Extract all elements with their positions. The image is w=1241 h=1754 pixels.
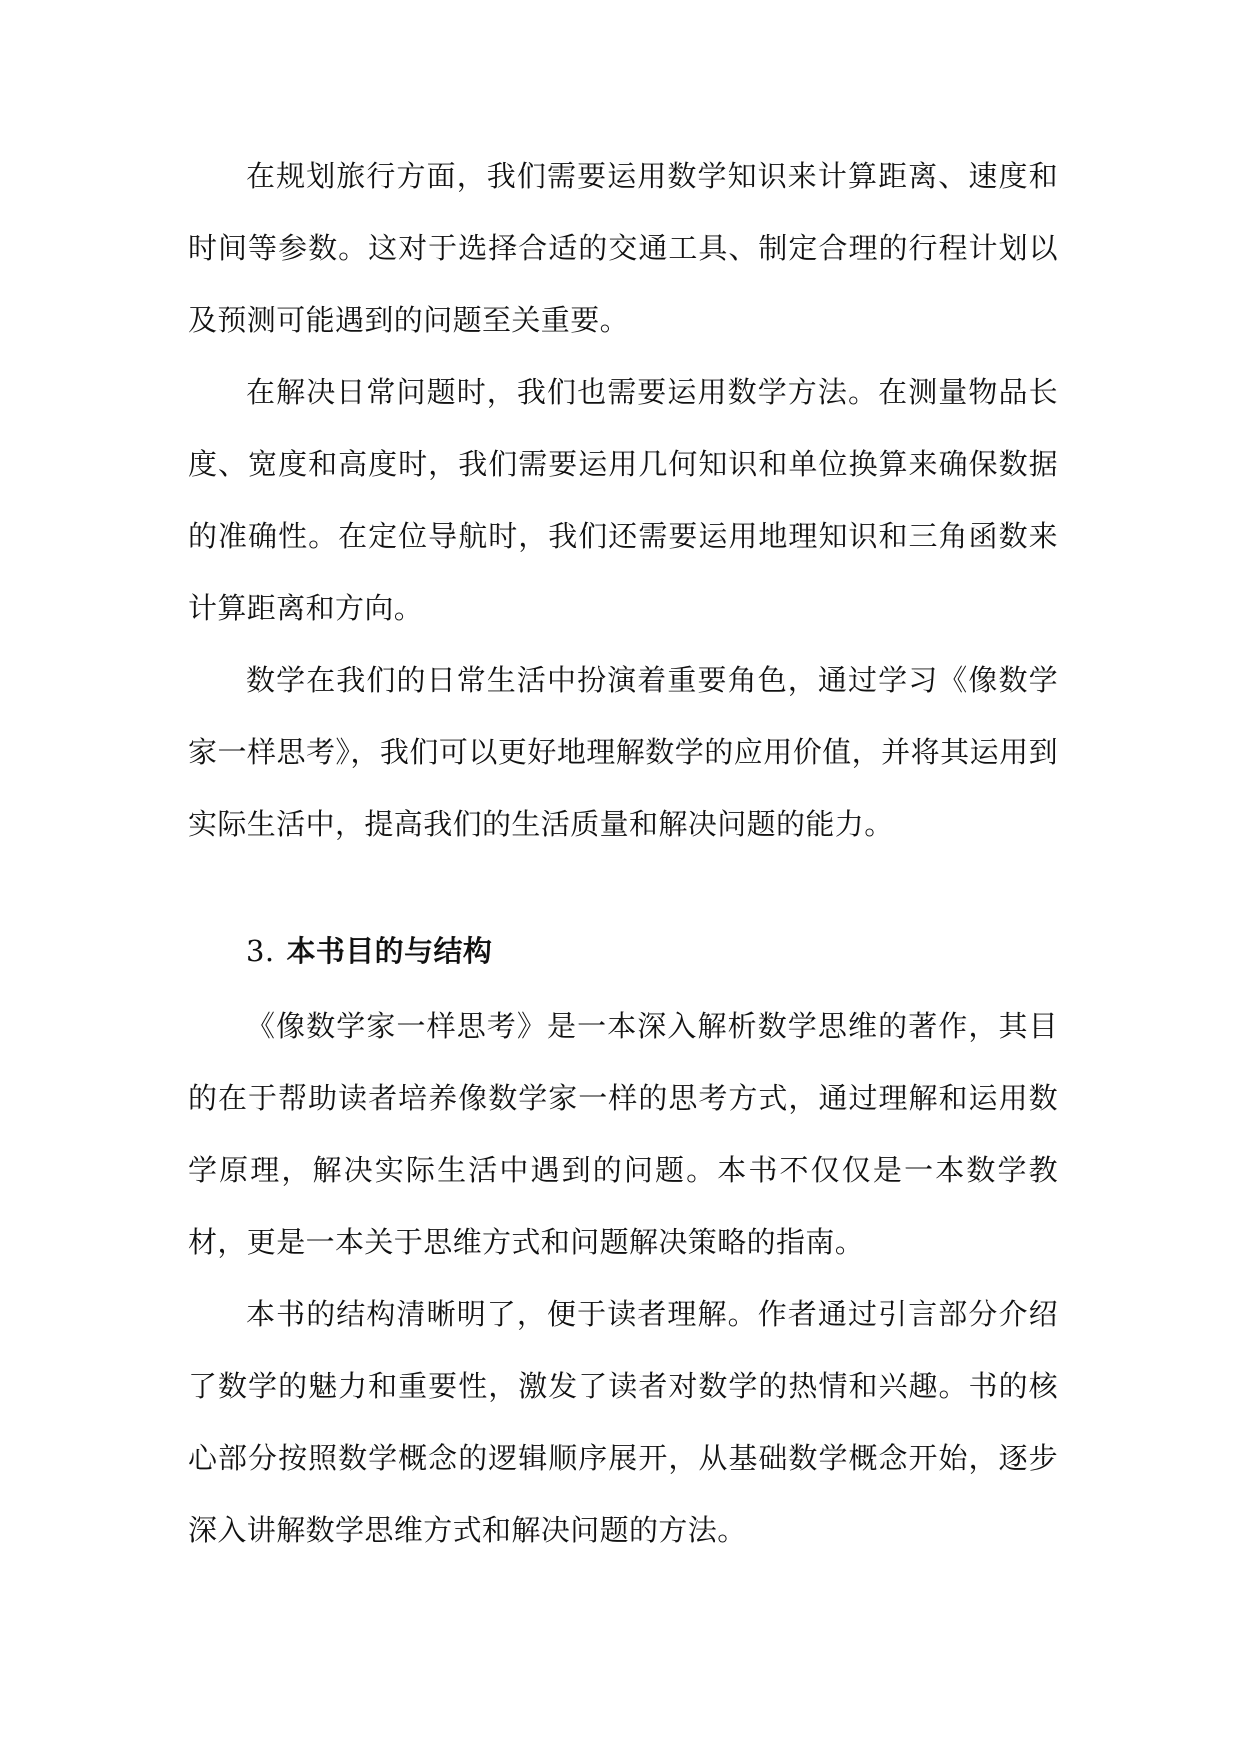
paragraph-travel-planning: 在规划旅行方面，我们需要运用数学知识来计算距离、速度和时间等参数。这对于选择合适的交通工具、制定合理的行程计划以及预测可能遇到的问题至关重要。 bbox=[188, 159, 1058, 337]
paragraph-daily-problems: 在解决日常问题时，我们也需要运用数学方法。在测量物品长度、宽度和高度时，我们需要运用几何知识和单位换算来确保数据的准确性。在定位导航时，我们还需要运用地理知识和三角函数来计算距离和方向。 bbox=[188, 375, 1058, 625]
document-body bbox=[188, 140, 1058, 1566]
section-heading bbox=[188, 915, 1058, 987]
section-title: 本书目的与结构 bbox=[286, 934, 493, 968]
paragraph-math-role: 数学在我们的日常生活中扮演着重要角色，通过学习《像数学家一样思考》，我们可以更好地理解数学的应用价值，并将其运用到实际生活中，提高我们的生活质量和解决问题的能力。 bbox=[188, 663, 1058, 841]
paragraph-book-structure: 本书的结构清晰明了，便于读者理解。作者通过引言部分介绍了数学的魅力和重要性，激发了读者对数学的热情和兴趣。书的核心部分按照数学概念的逻辑顺序展开，从基础数学概念开始，逐步深入讲解数学思维方式和解决问题的方法。 bbox=[188, 1297, 1058, 1547]
paragraph-book-purpose: 《像数学家一样思考》是一本深入解析数学思维的著作，其目的在于帮助读者培养像数学家一样的思考方式，通过理解和运用数学原理，解决实际生活中遇到的问题。本书不仅仅是一本数学教材，更是一本关于思维方式和问题解决策略的指南。 bbox=[188, 1009, 1058, 1259]
section-number: 3. bbox=[246, 934, 275, 968]
